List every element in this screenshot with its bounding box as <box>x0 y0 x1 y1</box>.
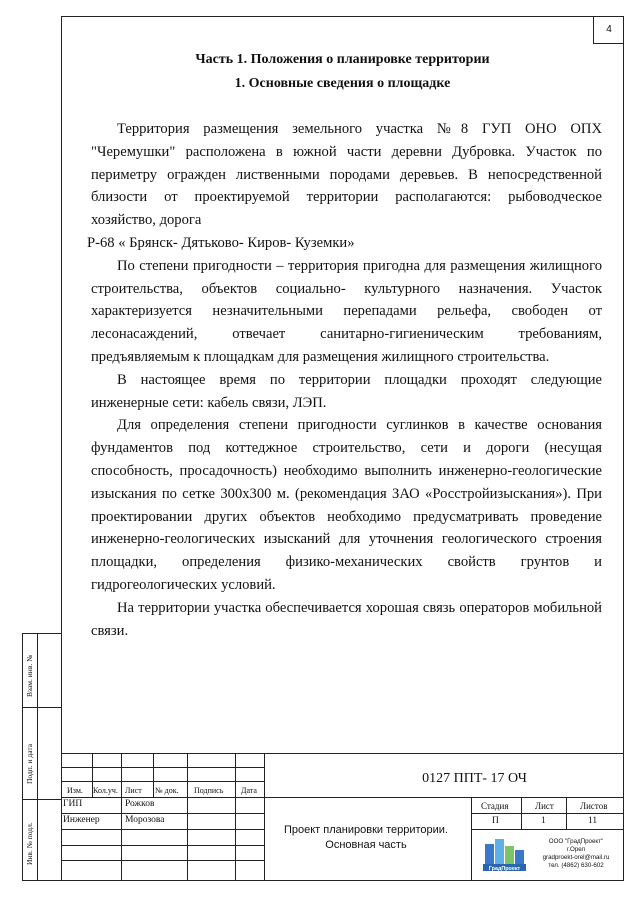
role-engineer: Инженер <box>63 815 100 825</box>
paragraph-4: Для определения степени пригодности суглинков в качестве основания фундаментов под коттеджное строительство, сети и дороги (несущая способность, просадочность) необходимо выполнить инженерно-геологические изыскания по сетке 300х300 м. (рекомендация ЗАО «Росстройизыскания»). При проектировании других объектов необходимо предусматривать проведение инженерно-геологических изысканий для уточнения геологического строения площадки, определения физико-механических свойств грунтов и гидрогеологических условий. <box>91 417 602 593</box>
tb-line <box>566 797 567 829</box>
tb-line <box>471 797 472 881</box>
section-heading: 1. Основные сведения о площадке <box>234 76 451 91</box>
company-info <box>531 838 621 870</box>
stage-header: Стадия <box>481 801 509 811</box>
paragraph-road: Р-68 « Брянск- Дятьково- Киров- Куземки» <box>87 234 355 251</box>
col-list: Лист <box>125 786 142 795</box>
side-line <box>22 633 23 881</box>
tb-line <box>121 753 122 881</box>
sheet-header: Лист <box>535 801 554 811</box>
name-engineer: Морозова <box>125 815 165 825</box>
company-city: г.Орел <box>566 846 586 853</box>
paragraph-2: По степени пригодности – территория пригодна для размещения жилищного строительства, объектов социально- культурного назначения. Участок характеризуется незначительными перепадами рельефа, свободен от лесонасаждений, отвечает санитарно-гигиеническим требованиям, предъявляемым к площадкам для размещения жилищного строительства. <box>91 257 602 365</box>
side-label-inv: Инв. № подл. <box>25 822 34 865</box>
sheet-value: 1 <box>541 816 546 826</box>
tb-line <box>471 829 624 830</box>
tb-line <box>235 753 236 881</box>
side-label-podp: Подп. и дата <box>25 743 34 784</box>
tb-line <box>61 753 624 754</box>
stage-value: П <box>492 816 499 826</box>
document-body <box>87 118 602 642</box>
project-title-line-1: Проект планировки территории. <box>283 824 448 836</box>
tb-line <box>521 797 522 829</box>
sheets-value: 11 <box>588 816 598 826</box>
col-kol: Кол.уч. <box>93 786 118 795</box>
role-gip: ГИП <box>63 799 83 809</box>
tb-line <box>61 845 264 846</box>
tb-line <box>61 860 264 861</box>
paragraph-3: В настоящее время по территории площадки проходят следующие инженерные сети: кабель связи, ЛЭП. <box>91 371 602 411</box>
tb-line <box>61 797 624 798</box>
col-sign: Подпись <box>194 786 224 795</box>
document-code: 0127 ППТ- 17 ОЧ <box>422 771 527 786</box>
title-block <box>61 753 624 881</box>
tb-line <box>471 813 624 814</box>
project-title-line-2: Основная часть <box>325 839 407 851</box>
col-izm: Изм. <box>67 786 83 795</box>
paragraph-5: На территории участка обеспечивается хорошая связь операторов мобильной связи. <box>91 599 602 639</box>
company-phone: тел. (4862) 630-602 <box>548 862 604 869</box>
side-line <box>22 707 61 708</box>
side-line <box>22 633 61 634</box>
side-label-vzam: Взам. инв. № <box>25 654 34 697</box>
tb-line <box>61 829 264 830</box>
company-email: gradproekt-orel@mail.ru <box>542 854 610 861</box>
company-name: ООО "ГрадПроект" <box>548 838 604 845</box>
side-strip <box>22 633 61 881</box>
tb-line <box>187 753 188 881</box>
tb-line <box>61 813 264 814</box>
part-heading: Часть 1. Положения о планировке территории <box>195 52 490 67</box>
side-line <box>37 633 38 881</box>
building-logo-icon <box>481 836 529 872</box>
logo-text: ГрадПроект <box>488 865 521 872</box>
paragraph-1: Территория размещения земельного участка №8 ГУП ОНО ОПХ "Черемушки" расположена в южной части деревни Дубровка. Участок по периметру огражден лиственными породами деревьев. В непосредственной близости от проектируемой территории располагаются: рыбоводческое хозяйство, дорога <box>91 121 602 229</box>
side-line <box>22 799 61 800</box>
project-title <box>261 823 471 853</box>
page-number: 4 <box>593 16 624 44</box>
col-date: Дата <box>241 786 257 795</box>
tb-line <box>153 753 154 797</box>
name-gip: Рожков <box>125 799 155 809</box>
side-line <box>22 880 61 881</box>
col-doc: № док. <box>155 786 179 795</box>
tb-line <box>264 753 265 881</box>
sheets-header: Листов <box>580 801 608 811</box>
company-logo <box>481 836 529 877</box>
